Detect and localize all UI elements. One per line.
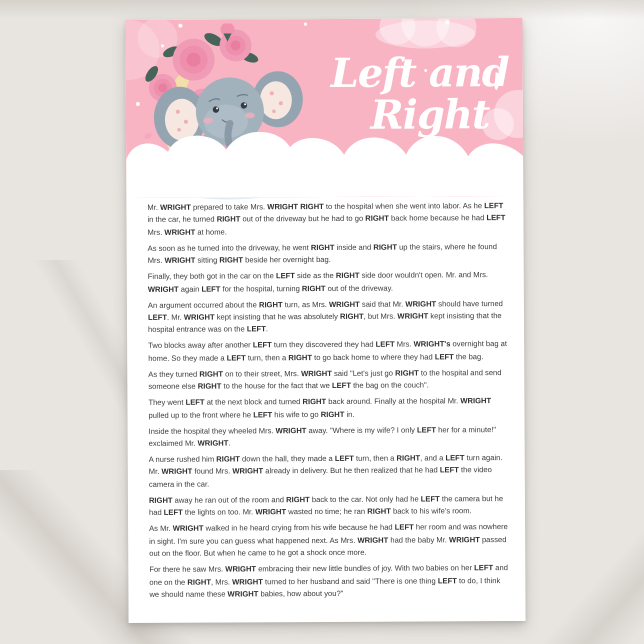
pink-cloud-icon <box>375 18 476 49</box>
story-paragraph: An argument occurred about the RIGHT turn, as Mrs. WRIGHT said that Mr. WRIGHT should have turned LEFT. Mr. WRIGHT kept insisting that he was absolutely RIGHT, but Mrs. WRIGHT kept insisting that the hospital entrance was on the LEFT. <box>147 298 503 335</box>
story-paragraph: Finally, they both got in the car on the LEFT side as the RIGHT side door wouldn't open. Mr. and Mrs. WRIGHT again LEFT for the hospital, turning RIGHT out of the driveway. <box>147 270 489 294</box>
story-paragraph: Inside the hospital they wheeled Mrs. WRIGHT away. "Where is my wife? I only LEFT her for a minute!" exclaimed Mr. WRIGHT. <box>148 424 497 448</box>
game-title-line2: Right <box>370 91 490 139</box>
story-paragraph: As Mr. WRIGHT walked in he heard crying from his wife because he had LEFT her room and was nowhere in sight. I'm sure you can guess what happened next. As Mrs. WRIGHT had the baby Mr. WRIGHT passed out on the floor. But when he came to he got a shock once more. <box>149 522 508 559</box>
story-paragraph: As soon as he turned into the driveway, he went RIGHT inside and RIGHT up the stairs, where he found Mrs. WRIGHT sitting RIGHT beside her overnight bag. <box>147 241 498 266</box>
story-paragraph: As they turned RIGHT on to their street, Mrs. WRIGHT said "Let's just go RIGHT to the hospital and send someone else RIGHT to the house for the fact that we LEFT the bag on the couch". <box>148 367 502 392</box>
story-paragraph: Mr. WRIGHT prepared to take Mrs. WRIGHT RIGHT to the hospital when she went into labor. As he LEFT in the car, he turned RIGHT out of the driveway but he had to go RIGHT back home because he had LEFT Mrs. WRIGHT at home. <box>147 201 506 237</box>
card-header <box>125 18 523 198</box>
story-paragraph: A nurse rushed him RIGHT down the hall, they made a LEFT turn, then a RIGHT, and a LEFT turn again. Mr. WRIGHT found Mrs. WRIGHT already in delivery. But he then realized that he had LEFT the video camera in the car. <box>148 453 503 489</box>
story-paragraph: For there he saw Mrs. WRIGHT embracing their new little bundles of joy. With two babies on her LEFT and one on the RIGHT, Mrs. WRIGHT turned to her husband and said "There is one thing LEFT to do, I think we should name these WRIGHT babies, how about you?" <box>149 563 508 599</box>
story <box>126 196 525 601</box>
story-paragraph: They went LEFT at the next block and turned RIGHT back around. Finally at the hospital Mr. WRIGHT pulled up to the front where he LEFT his wife to go RIGHT in. <box>148 396 492 420</box>
game-title-line1: Left and <box>330 49 509 97</box>
game-title <box>324 49 516 139</box>
story-paragraph: Two blocks away after another LEFT turn they discovered they had LEFT Mrs. WRIGHT's overnight bag at home. So they made a LEFT turn, then a RIGHT to go back home to where they had LEFT the bag. <box>148 339 508 363</box>
game-card <box>125 18 525 623</box>
story-paragraph: RIGHT away he ran out of the room and RIGHT back to the car. Not only had he LEFT the camera but he had LEFT the lights on too. Mr. WRIGHT wasted no time; he ran RIGHT back to his wife's room. <box>148 493 504 518</box>
